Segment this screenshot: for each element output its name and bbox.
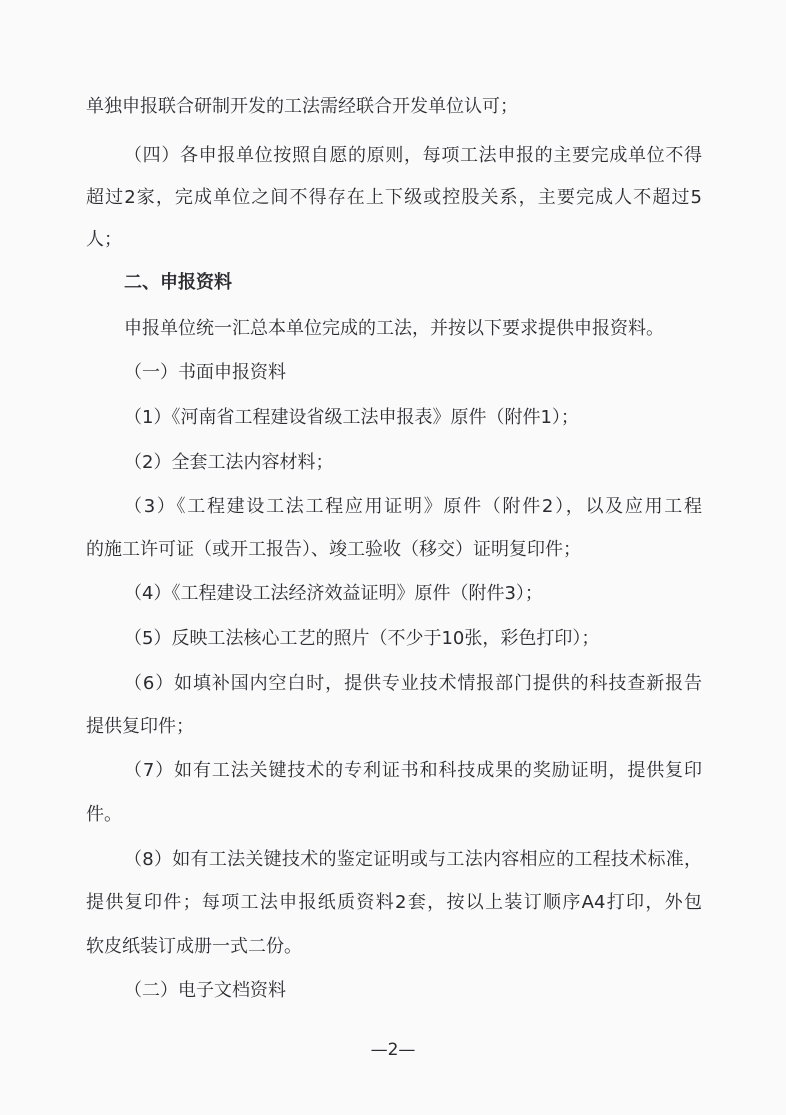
text-line: （4）《工程建设工法经济效益证明》原件（附件3）； <box>124 583 543 604</box>
text-line: （2）全套工法内容材料； <box>124 452 334 473</box>
text-line: （1）《河南省工程建设省级工法申报表》原件（附件1）； <box>124 407 579 428</box>
text-line: 件。 <box>86 804 122 825</box>
text-line: （一）书面申报资料 <box>124 362 286 383</box>
text-line: （6）如填补国内空白时，提供专业技术情报部门提供的科技查新报告 <box>124 673 702 694</box>
text-line: 单独申报联合研制开发的工法需经联合开发单位认可； <box>86 96 518 117</box>
section-heading: 二、申报资料 <box>124 272 232 293</box>
text-line: （四）各申报单位按照自愿的原则，每项工法申报的主要完成单位不得 <box>124 145 702 166</box>
page-number: —2— <box>370 1040 416 1060</box>
text-line: （5）反映工法核心工艺的照片（不少于10张，彩色打印）； <box>124 628 600 649</box>
text-line: （3）《工程建设工法工程应用证明》原件（附件2），以及应用工程 <box>124 496 702 517</box>
text-line: 超过2家，完成单位之间不得存在上下级或控股关系，主要完成人不超过5 <box>86 187 702 208</box>
text-line: 软皮纸装订成册一式二份。 <box>86 936 302 957</box>
text-line: 提供复印件；每项工法申报纸质资料2套，按以上装订顺序A4打印，外包 <box>86 892 702 913</box>
text-line: （二）电子文档资料 <box>124 980 286 1001</box>
text-line: （8）如有工法关键技术的鉴定证明或与工法内容相应的工程技术标准， <box>124 849 702 870</box>
text-line: 申报单位统一汇总本单位完成的工法，并按以下要求提供申报资料。 <box>124 318 664 339</box>
text-line: 的施工许可证（或开工报告）、竣工验收（移交）证明复印件； <box>86 539 581 560</box>
text-line: 人； <box>86 229 122 250</box>
text-line: 提供复印件； <box>86 716 194 737</box>
text-line: （7）如有工法关键技术的专利证书和科技成果的奖励证明，提供复印 <box>124 760 702 781</box>
